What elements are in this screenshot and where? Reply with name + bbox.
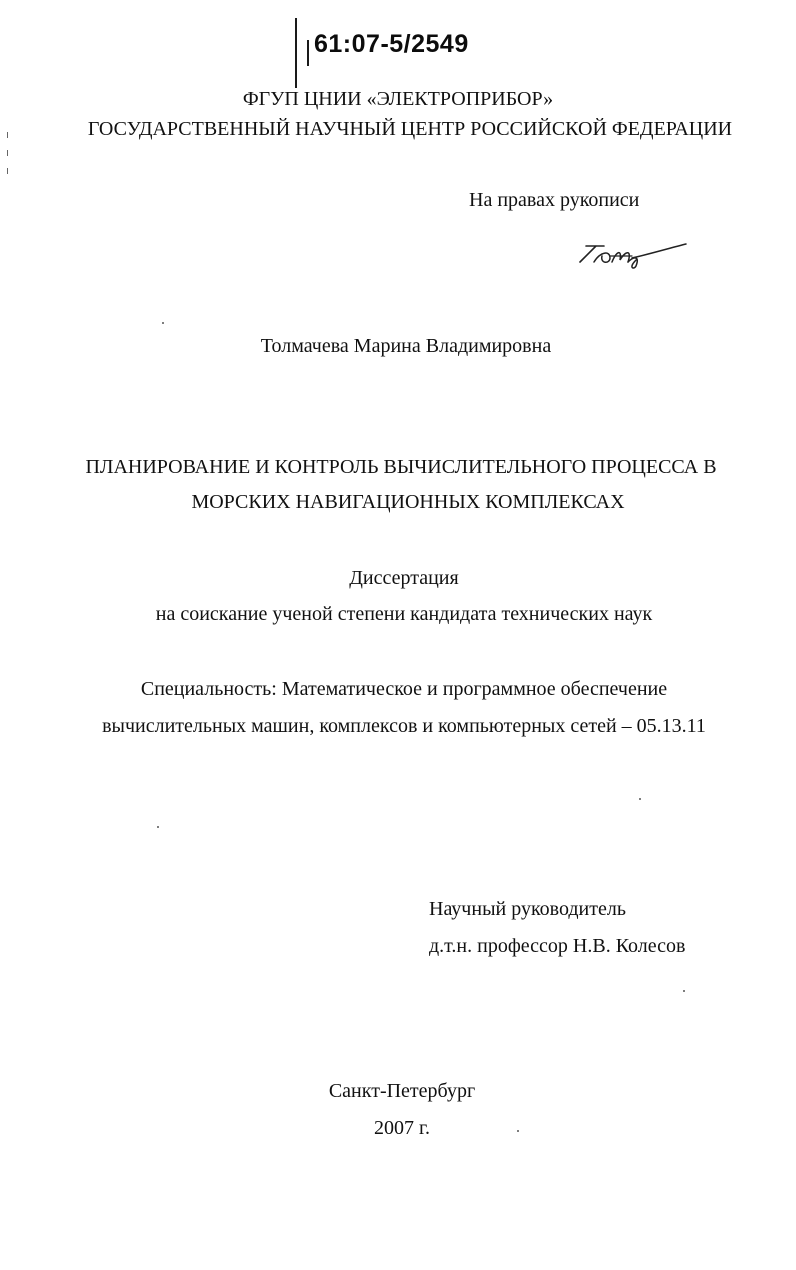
supervisor-label: Научный руководитель [429,898,626,920]
scan-speck [517,1130,519,1132]
scan-speck [162,322,164,324]
supervisor-name: д.т.н. профессор Н.В. Колесов [429,935,686,957]
degree-description: на соискание ученой степени кандидата технических наук [155,603,653,625]
organization-name: ФГУП ЦНИИ «ЭЛЕКТРОПРИБОР» [242,88,554,110]
specialty-line-1: Специальность: Математическое и программное обеспечение [140,678,668,700]
year: 2007 г. [374,1117,430,1139]
author-name: Толмачева Марина Владимировна [260,335,552,357]
stamp-line-right [307,40,309,66]
specialty-line-2: вычислительных машин, комплексов и компьютерных сетей – 05.13.11 [102,715,706,737]
title-line-1: ПЛАНИРОВАНИЕ И КОНТРОЛЬ ВЫЧИСЛИТЕЛЬНОГО ПРОЦЕССА В [85,456,717,478]
scan-speck [157,826,159,828]
scan-speck [639,798,641,800]
organization-status: ГОСУДАРСТВЕННЫЙ НАУЧНЫЙ ЦЕНТР РОССИЙСКОЙ ФЕДЕРАЦИИ [87,118,733,140]
title-line-2: МОРСКИХ НАВИГАЦИОННЫХ КОМПЛЕКСАХ [191,491,625,513]
stamp-line-left [295,18,297,88]
manuscript-note: На правах рукописи [469,189,640,211]
city: Санкт-Петербург [328,1080,476,1102]
author-signature [570,236,690,272]
signature-drawing [570,236,690,272]
archive-stamp: 61:07-5/2549 [314,30,469,58]
work-type: Диссертация [349,567,459,589]
margin-marks [6,132,9,182]
scan-speck [683,990,685,992]
